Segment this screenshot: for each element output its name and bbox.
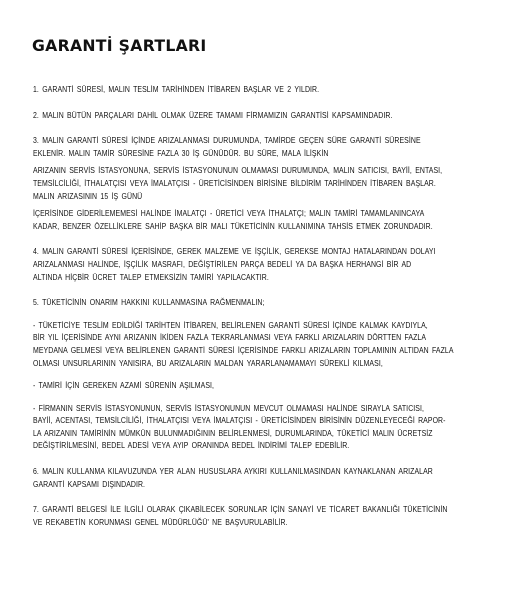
page-title: GARANTİ ŞARTLARI (32, 36, 207, 55)
text-line: KADAR, BENZER ÖZELLİKLERE SAHİP BAŞKA BİR MALI TÜKETİCİNİN KULLANIMINA TAHSİS ETMEK ZORUNDADIR. (33, 221, 433, 231)
text-line: 7. GARANTİ BELGESİ İLE İLGİLİ OLARAK ÇIKABİLECEK SORUNLAR İÇİN SANAYİ VE TİCARET BAKANLIĞI TÜKETİCİNİN (33, 505, 448, 515)
text-line: ARIZANIN SERVİS İSTASYONUNA, SERVİS İSTASYONUNUN OLMAMASI DURUMUNDA, MALIN SATICISI, BAYİİ, ENTASI, (33, 166, 443, 176)
term-7 (33, 504, 480, 529)
text-line: TEMSİLCİLİĞİ, İTHALATÇISI VEYA İMALATÇISI - ÜRETİCİSİNDEN BİRİSİNE BİLDİRİM TARİHİNDEN İTİBAREN BAŞLAR. (33, 178, 436, 188)
term-5-condition-c (33, 403, 480, 453)
term-6 (33, 466, 480, 491)
text-line: VE REKABETİN KORUNMASI GENEL MÜDÜRLÜĞÜ' NE BAŞVURULABİLİR. (33, 517, 288, 527)
text-line: ARIZALANMASI HALİNDE, İŞÇİLİK MASRAFI, DEĞİŞTİRİLEN PARÇA BEDELİ YA DA BAŞKA HERHANGİ BİR AD (33, 259, 412, 269)
text-line: 5. TÜKETİCİNİN ONARIM HAKKINI KULLANMASINA RAĞMENMALIN; (33, 298, 265, 308)
text-line: MALIN ARIZASININ 15 İŞ GÜNÜ (33, 191, 143, 201)
term-4 (33, 246, 480, 284)
warranty-terms (33, 84, 480, 529)
text-line: 1. GARANTİ SÜRESİ, MALIN TESLİM TARİHİNDEN İTİBAREN BAŞLAR VE 2 YILDIR. (33, 85, 320, 94)
text-line: EKLENİR. MALIN TAMİR SÜRESİNE FAZLA 30 İŞ GÜNÜDÜR. BU SÜRE, MALA İLİŞKİN (33, 148, 329, 158)
text-line: OLMASI UNSURLARININ YANISIRA, BU ARIZALARIN MALDAN YARARLANAMAMAYI SÜREKLİ KILMASI, (33, 358, 383, 368)
text-line: İÇERİSİNDE GİDERİLEMEMESİ HALİNDE İMALATÇI - ÜRETİCİ VEYA İTHALATÇI; MALIN TAMİRİ TAMAMLANINCAYA (33, 209, 425, 219)
term-5-condition-b (33, 380, 480, 393)
term-3 (33, 135, 480, 160)
text-line: 4. MALIN GARANTİ SÜRESİ İÇERİSİNDE, GEREK MALZEME VE İŞÇİLİK, GEREKSE MONTAJ HATALARINDAN DOLAYI (33, 247, 436, 257)
term-5-condition-a (33, 320, 480, 370)
term-3-continued (33, 165, 480, 203)
text-line: GARANTİ KAPSAMI DIŞINDADIR. (33, 479, 146, 489)
text-line: MEYDANA GELMESİ VEYA BELİRLENEN GARANTİ SÜRESİ İÇERİSİNDE FARKLI ARIZALARIN TOPLAMININ ALTIDAN FAZLA (33, 345, 454, 355)
term-1 (33, 84, 480, 97)
term-2 (33, 110, 480, 123)
text-line: BAYİİ, ACENTASI, TEMSİLCİLİĞİ, İTHALATÇISI VEYA İMALATÇISI - ÜRETİCİSİNDEN BİRİSİNİN DÜZENLEYECEĞİ RAPOR- (33, 416, 446, 426)
text-line: - FİRMANIN SERVİS İSTASYONUNUN, SERVİS İSTASYONUNUN MEVCUT OLMAMASI HALİNDE SIRAYLA SATICISI, (33, 403, 424, 413)
text-line: - TAMİRİ İÇİN GEREKEN AZAMİ SÜRENİN AŞILMASI, (33, 381, 215, 391)
text-line: BİR YIL İÇERİSİNDE AYNI ARIZANIN İKİDEN FAZLA TEKRARLANMASI VEYA FARKLI ARIZALARIN DÖRTTEN FAZLA (33, 333, 427, 343)
text-line: ALTINDA HİÇBİR ÜCRET TALEP ETMEKSİZİN TAMİRİ YAPILACAKTIR. (33, 272, 269, 282)
text-line: DEĞİŞTİRİLMESİNİ, BEDEL ADESİ VEYA AYIP ORANINDA BEDEL İNDİRİMİ TALEP EDEBİLİR. (33, 441, 350, 451)
term-5 (33, 297, 480, 310)
text-line: 3. MALIN GARANTİ SÜRESİ İÇİNDE ARIZALANMASI DURUMUNDA, TAMİRDE GEÇEN SÜRE GARANTİ SÜRESİNE (33, 136, 421, 146)
term-3-replacement (33, 208, 480, 233)
text-line: 6. MALIN KULLANMA KILAVUZUNDA YER ALAN HUSUSLARA AYKIRI KULLANILMASINDAN KAYNAKLANAN ARIZALAR (33, 467, 433, 477)
text-line: 2. MALIN BÜTÜN PARÇALARI DAHİL OLMAK ÜZERE TAMAMI FİRMAMIZIN GARANTİSİ KAPSAMINDADIR. (33, 110, 393, 120)
text-line: LA ARIZANIN TAMİRİNİN MÜMKÜN BULUNMADIĞININ BELİRLENMESİ, DURUMLARINDA, TÜKETİCİ MALIN ÜCRETSİZ (33, 428, 433, 438)
text-line: - TÜKETİCİYE TESLİM EDİLDİĞİ TARİHTEN İTİBAREN, BELİRLENEN GARANTİ SÜRESİ İÇİNDE KALMAK KAYDIYLA, (33, 320, 428, 330)
